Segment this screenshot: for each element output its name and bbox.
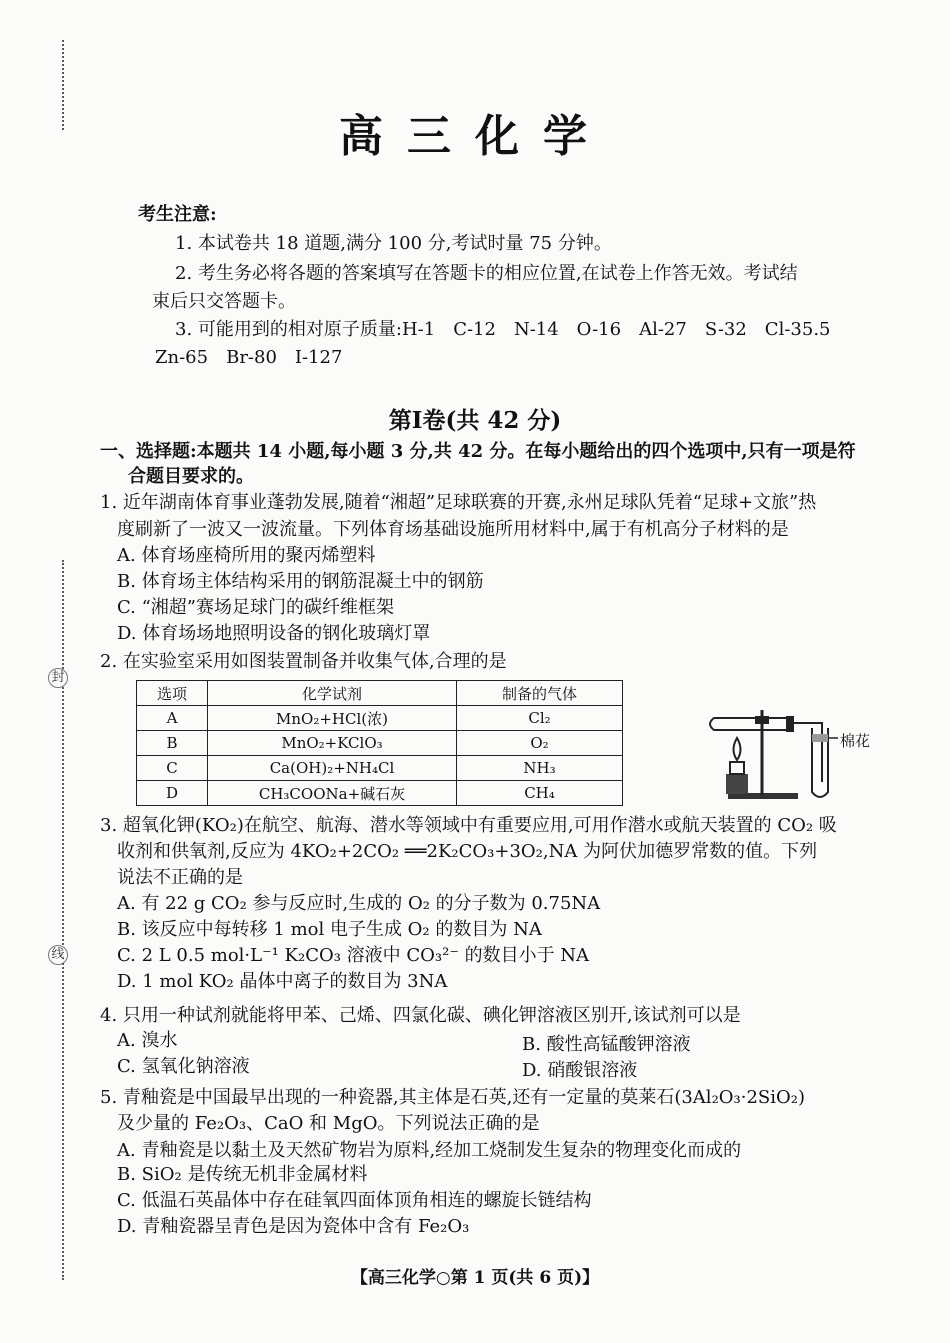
table-cell: MnO₂+HCl(浓) bbox=[208, 706, 457, 731]
option-a: A. 青釉瓷是以黏土及天然矿物岩为原料,经加工烧制发生复杂的物理变化而成的 bbox=[117, 1140, 742, 1161]
question-stem: 4. 只用一种试剂就能将甲苯、己烯、四氯化碳、碘化钾溶液区别开,该试剂可以是 bbox=[100, 1005, 741, 1026]
option-c: C. “湘超”赛场足球门的碳纤维框架 bbox=[117, 597, 394, 618]
part-heading: 一、选择题:本题共 14 小题,每小题 3 分,共 42 分。在每小题给出的四个选项中,只有一项是符 bbox=[100, 441, 856, 462]
reagent-table bbox=[136, 680, 623, 806]
table-row bbox=[137, 756, 623, 781]
table-cell: NH₃ bbox=[457, 756, 623, 781]
page-title: 高三化学 bbox=[339, 111, 611, 162]
table-cell: CH₄ bbox=[457, 781, 623, 806]
table-row bbox=[137, 731, 623, 756]
notice-item: 2. 考生务必将各题的答案填写在答题卡的相应位置,在试卷上作答无效。考试结 bbox=[175, 263, 798, 284]
section-title: 第Ⅰ卷(共 42 分) bbox=[388, 407, 562, 434]
option-b: B. SiO₂ 是传统无机非金属材料 bbox=[117, 1164, 368, 1185]
option-d: D. 硝酸银溶液 bbox=[522, 1060, 638, 1081]
option-c: C. 氢氧化钠溶液 bbox=[117, 1056, 250, 1077]
question-stem: 2. 在实验室采用如图装置制备并收集气体,合理的是 bbox=[100, 651, 507, 672]
notice-item: 3. 可能用到的相对原子质量:H-1 C-12 N-14 O-16 Al-27 S-32 Cl-35.5 bbox=[175, 319, 831, 340]
page-footer: 【高三化学○第 1 页(共 6 页)】 bbox=[350, 1268, 600, 1288]
question-stem: 5. 青釉瓷是中国最早出现的一种瓷器,其主体是石英,还有一定量的莫莱石(3Al₂O₃·2SiO₂) bbox=[100, 1087, 806, 1108]
notice-item: Zn-65 Br-80 I-127 bbox=[155, 347, 343, 368]
table-header: 化学试剂 bbox=[208, 681, 457, 706]
table-cell: CH₃COONa+碱石灰 bbox=[208, 781, 457, 806]
table-cell: O₂ bbox=[457, 731, 623, 756]
option-a: A. 溴水 bbox=[117, 1030, 178, 1051]
table-cell: D bbox=[137, 781, 208, 806]
notice-heading: 考生注意: bbox=[138, 204, 217, 225]
table-cell: MnO₂+KClO₃ bbox=[208, 731, 457, 756]
option-b: B. 体育场主体结构采用的钢筋混凝土中的钢筋 bbox=[117, 571, 484, 592]
option-c: C. 低温石英晶体中存在硅氧四面体顶角相连的螺旋长链结构 bbox=[117, 1190, 592, 1211]
option-d: D. 1 mol KO₂ 晶体中离子的数目为 3NA bbox=[117, 971, 448, 992]
question-stem: 收剂和供氧剂,反应为 4KO₂+2CO₂ ══2K₂CO₃+3O₂,NA 为阿伏加德罗常数的值。下列 bbox=[117, 841, 818, 862]
option-a: A. 体育场座椅所用的聚丙烯塑料 bbox=[117, 545, 376, 566]
option-d: D. 体育场场地照明设备的钢化玻璃灯罩 bbox=[117, 623, 431, 644]
table-cell: C bbox=[137, 756, 208, 781]
table-cell: A bbox=[137, 706, 208, 731]
table-row bbox=[137, 781, 623, 806]
option-c: C. 2 L 0.5 mol·L⁻¹ K₂CO₃ 溶液中 CO₃²⁻ 的数目小于 NA bbox=[117, 945, 590, 966]
notice-item: 束后只交答题卡。 bbox=[152, 291, 296, 312]
question-stem: 3. 超氧化钾(KO₂)在航空、航海、潜水等领域中有重要应用,可用作潜水或航天装置的 CO₂ 吸 bbox=[100, 815, 837, 836]
table-row bbox=[137, 706, 623, 731]
option-b: B. 酸性高锰酸钾溶液 bbox=[522, 1034, 691, 1055]
figure-label: 棉花 bbox=[840, 732, 871, 750]
option-d: D. 青釉瓷器呈青色是因为瓷体中含有 Fe₂O₃ bbox=[117, 1216, 470, 1237]
margin-mark-xian: 线 bbox=[48, 945, 68, 965]
table-cell: Cl₂ bbox=[457, 706, 623, 731]
question-stem: 1. 近年湖南体育事业蓬勃发展,随着“湘超”足球联赛的开赛,永州足球队凭着“足球+文旅”热 bbox=[100, 492, 817, 513]
option-a: A. 有 22 g CO₂ 参与反应时,生成的 O₂ 的分子数为 0.75NA bbox=[117, 893, 601, 914]
part-heading: 合题目要求的。 bbox=[128, 466, 254, 487]
table-cell: Ca(OH)₂+NH₄Cl bbox=[208, 756, 457, 781]
question-stem: 及少量的 Fe₂O₃、CaO 和 MgO。下列说法正确的是 bbox=[117, 1113, 540, 1134]
table-header: 制备的气体 bbox=[457, 681, 623, 706]
table-header: 选项 bbox=[137, 681, 208, 706]
option-b: B. 该反应中每转移 1 mol 电子生成 O₂ 的数目为 NA bbox=[117, 919, 542, 940]
question-stem: 说法不正确的是 bbox=[117, 867, 243, 888]
question-stem: 度刷新了一波又一波流量。下列体育场基础设施所用材料中,属于有机高分子材料的是 bbox=[117, 519, 789, 540]
table-header-row bbox=[137, 681, 623, 706]
table-cell: B bbox=[137, 731, 208, 756]
notice-item: 1. 本试卷共 18 道题,满分 100 分,考试时量 75 分钟。 bbox=[175, 233, 612, 254]
margin-mark-feng: 封 bbox=[48, 668, 68, 688]
